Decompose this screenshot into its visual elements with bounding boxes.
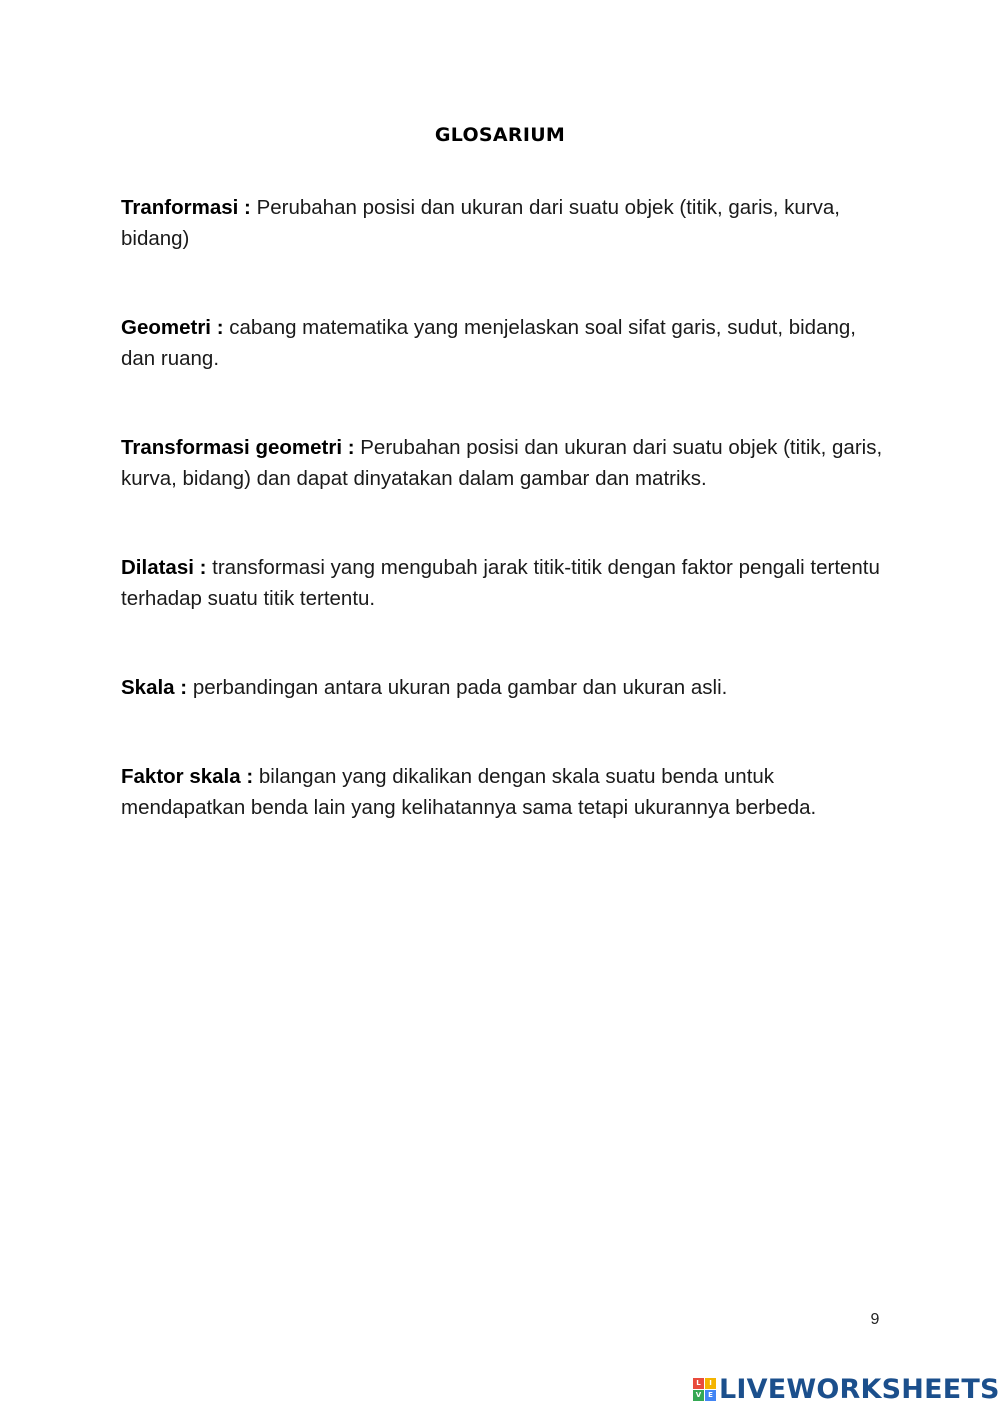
glossary-definition: cabang matematika yang menjelaskan soal sifat garis, sudut, bidang, dan ruang. <box>121 316 856 370</box>
glossary-term: Skala : <box>121 676 188 699</box>
glossary-entry <box>121 312 891 374</box>
logo-tile-i: I <box>705 1378 716 1389</box>
logo-tile-e: E <box>705 1390 716 1401</box>
glossary-term: Tranformasi : <box>121 196 251 219</box>
glossary-definition: perbandingan antara ukuran pada gambar dan ukuran asli. <box>192 676 728 699</box>
glossary-entry <box>121 761 891 823</box>
glossary-entry <box>121 552 891 614</box>
logo-tile-l: L <box>693 1378 704 1389</box>
liveworksheets-logo[interactable] <box>693 1372 1000 1406</box>
glossary-definition: Perubahan posisi dan ukuran dari suatu objek (titik, garis, kurva, bidang) <box>121 196 841 250</box>
glossary-term: Dilatasi : <box>121 556 207 579</box>
liveworksheets-grid-icon <box>693 1378 716 1401</box>
glossary-definition: Perubahan posisi dan ukuran dari suatu objek (titik, garis, kurva, bidang) dan dapat dinyatakan dalam gambar dan matriks. <box>121 436 883 490</box>
page-number: 9 <box>870 1311 880 1328</box>
glossary-definition: bilangan yang dikalikan dengan skala suatu benda untuk mendapatkan benda lain yang kelihatannya sama tetapi ukurannya berbeda. <box>121 765 817 819</box>
page-title: GLOSARIUM <box>434 124 566 146</box>
glossary-entry <box>121 432 891 494</box>
glossary-term: Faktor skala : <box>121 765 254 788</box>
glossary-definition: transformasi yang mengubah jarak titik-titik dengan faktor pengali tertentu terhadap suatu titik tertentu. <box>121 556 880 610</box>
glossary-term: Geometri : <box>121 316 224 339</box>
glossary-term: Transformasi geometri : <box>121 436 355 459</box>
glossary-list <box>121 192 891 881</box>
liveworksheets-wordmark: LIVEWORKSHEETS <box>719 1373 1000 1405</box>
glossary-entry <box>121 672 891 703</box>
logo-tile-v: V <box>693 1390 704 1401</box>
glossary-entry <box>121 192 891 254</box>
